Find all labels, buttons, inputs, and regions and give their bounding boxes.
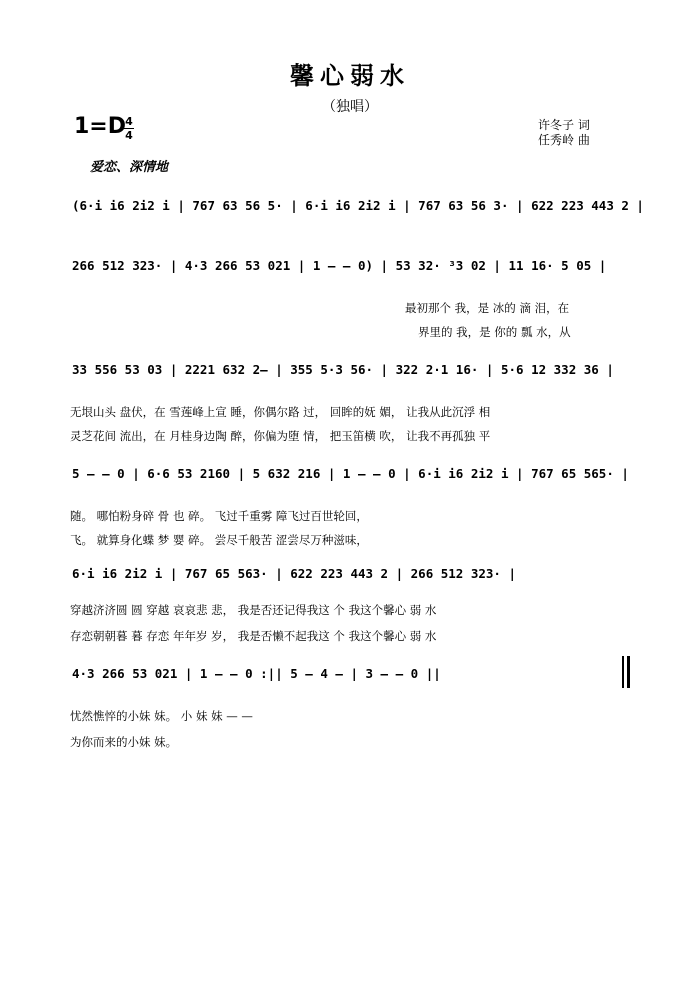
song-subtitle: （独唱） — [322, 99, 378, 115]
staff-row-5: 6·i i6 2i2 i | 767 65 563· | 622 223 443 2 | 266 512 323· | — [72, 566, 517, 581]
lyric-row-3a: 无垠山头 盘伏，在 雪莲峰上宣 睡，你偶尔路 过， 回眸的妩 媚， 让我从此沉浮 相 — [70, 405, 491, 419]
lyric-row-5b: 存恋朝朝暮 暮 存恋 年年岁 岁， 我是否懒不起我这 个 我这个馨心 弱 水 — [70, 629, 437, 643]
lyric-row-6a: 忧然憔悴的小妹 妹。 小 妹 妹 — — — [70, 709, 253, 723]
lyric-row-4b: 飞。 就算身化蝶 梦 婴 碎。 尝尽千般苦 涩尝尽万种滋味， — [70, 533, 368, 547]
lyric-row-3b: 灵芝花间 流出，在 月桂身边陶 醉，你偏为堕 情， 把玉笛横 吹， 让我不再孤独 平 — [70, 429, 491, 443]
lyric-row-6b: 为你而来的小妹 妹。 — [70, 735, 178, 749]
song-title: 馨心弱水 — [290, 61, 410, 90]
staff-row-2: 266 512 323· | 4·3 266 53 021 | 1 – – 0) | 53 32· ³3 02 | 11 16· 5 05 | — [72, 258, 607, 273]
meter-bottom: 4 — [125, 129, 133, 142]
lyric-row-2a: 最初那个 我，是 冰的 滴 泪，在 — [405, 301, 570, 315]
expression-mark: 爱恋、深情地 — [90, 160, 169, 175]
lyric-row-4a: 随。 哪怕粉身碎 骨 也 碎。 飞过千重雾 障飞过百世轮回， — [70, 509, 368, 523]
meter-top: 4 — [125, 115, 133, 128]
final-barline-thick — [627, 656, 630, 688]
credits — [538, 118, 590, 148]
lyric-row-5a: 穿越济济圆 圆 穿越 哀哀悲 悲， 我是否还记得我这 个 我这个馨心 弱 水 — [70, 603, 437, 617]
time-signature — [124, 116, 134, 141]
staff-row-1: (6·i i6 2i2 i | 767 63 56 5· | 6·i i6 2i2 i | 767 63 56 3· | 622 223 443 2 | — [72, 198, 644, 213]
key-signature: 1=D — [74, 114, 127, 139]
lyricist: 许冬子 词 — [538, 118, 590, 132]
staff-row-4: 5 – – 0 | 6·6 53 2160 | 5 632 216 | 1 – – 0 | 6·i i6 2i2 i | 767 65 565· | — [72, 466, 629, 481]
staff-row-6: 4·3 266 53 021 | 1 – – 0 :|| 5 – 4 – | 3 – – 0 || — [72, 666, 441, 681]
lyric-row-2b: 界里的 我，是 你的 瓢 水，从 — [418, 325, 571, 339]
staff-row-3: 33 556 53 03 | 2221 632 2– | 355 5·3 56· | 322 2·1 16· | 5·6 12 332 36 | — [72, 362, 614, 377]
final-barline — [622, 656, 624, 688]
composer: 任秀岭 曲 — [538, 133, 590, 147]
